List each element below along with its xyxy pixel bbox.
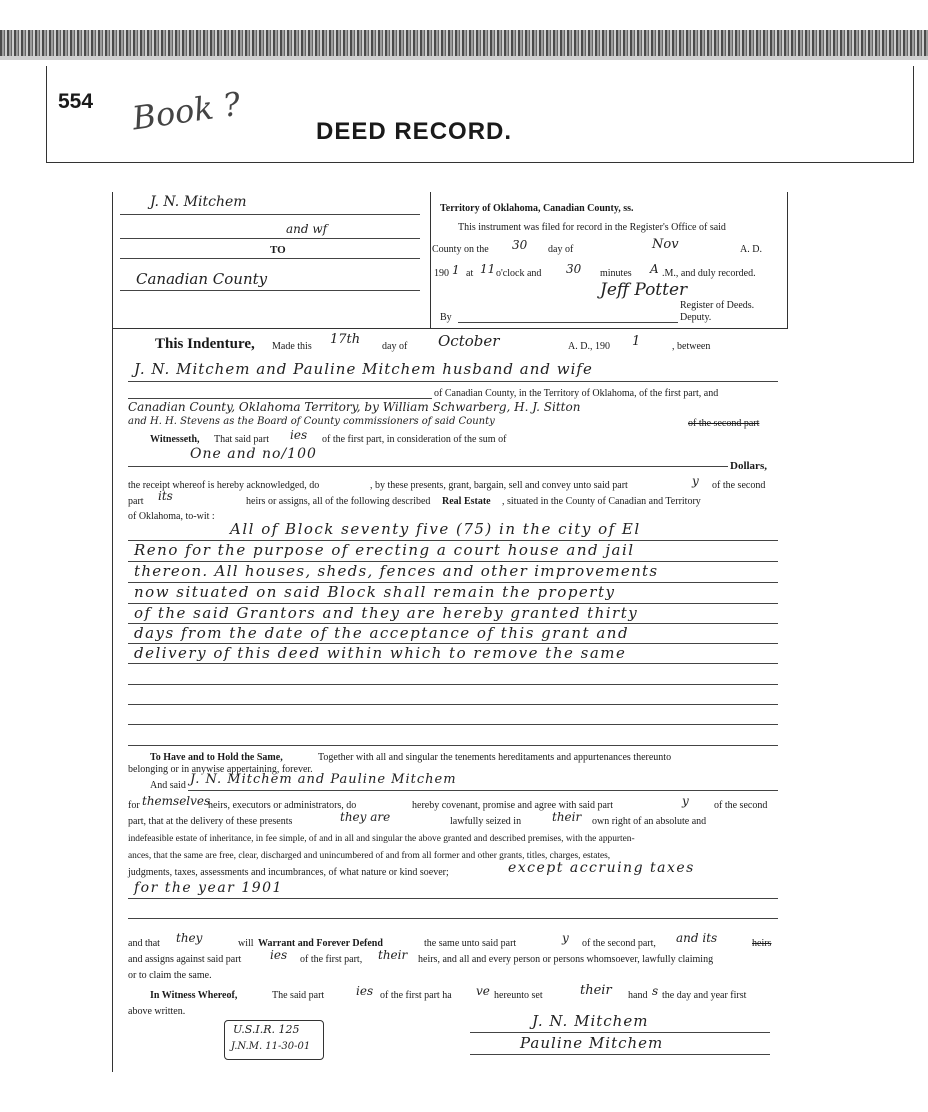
- indefeasible-text: indefeasible estate of inheritance, in fee simple, of and in all and singular the above granted and described premises, with the appurten-: [128, 834, 635, 844]
- dollars-label: Dollars,: [730, 460, 767, 472]
- page-number: 554: [58, 90, 94, 113]
- of-county-rule: [128, 398, 432, 399]
- witness-whereof-heading: In Witness Whereof,: [150, 990, 238, 1001]
- grantor-rule: [120, 214, 420, 215]
- taxes-rule-2: [128, 918, 778, 919]
- grantors-rule: [188, 790, 778, 791]
- signature-rule: [470, 1032, 770, 1033]
- or-claim-text: or to claim the same.: [128, 970, 212, 981]
- county-on-label: County on the: [432, 244, 489, 255]
- filing-year: 1: [452, 263, 460, 277]
- to-label: TO: [270, 244, 286, 256]
- description-line: of the said Grantors and they are hereby granted thirty: [134, 604, 639, 622]
- revenue-stamp: [224, 1020, 324, 1060]
- description-line: All of Block seventy five (75) in the city of El: [230, 520, 641, 538]
- and-said-label: And said: [150, 780, 186, 791]
- witness-s: s: [652, 984, 659, 998]
- habendum-grantors: J. N. Mitchem and Pauline Mitchem: [190, 772, 457, 787]
- indenture-ad: A. D., 190: [568, 341, 610, 352]
- by-label: By: [440, 312, 452, 323]
- description-line: Reno for the purpose of erecting a court house and jail: [134, 541, 635, 559]
- witness-text4: hand: [628, 990, 648, 1001]
- habendum-text1: Together with all and singular the tenements hereditaments and appurtenances thereunto: [318, 752, 672, 763]
- real-estate-label: Real Estate: [442, 496, 491, 507]
- covenant-part: y: [682, 794, 689, 808]
- covenant-of-second: of the second: [714, 800, 768, 811]
- will-label: will: [238, 938, 254, 949]
- signature-rule: [470, 1054, 770, 1055]
- warrant-they: they: [176, 931, 203, 945]
- description-line: thereon. All houses, sheds, fences and other improvements: [134, 562, 659, 580]
- register-signature: Jeff Potter: [600, 280, 688, 300]
- filing-minutes: 30: [566, 262, 582, 276]
- signature: J. N. Mitchem: [532, 1012, 649, 1030]
- form-left-border: [112, 192, 113, 1072]
- ances-text: ances, that the same are free, clear, discharged and unincumbered of and from all former and other grants, titles, charges, estates,: [128, 851, 611, 861]
- witnesseth-text1: That said part: [214, 434, 269, 445]
- witnesseth-heading: Witnesseth,: [150, 434, 200, 445]
- witness-text6: above written.: [128, 1006, 186, 1017]
- filing-day: 30: [512, 238, 528, 252]
- made-this-label: Made this: [272, 341, 312, 352]
- covenant-text: hereby covenant, promise and agree with said part: [412, 800, 614, 811]
- day-of-label: day of: [548, 244, 574, 255]
- and-assigns-text: and assigns against said part: [128, 954, 242, 965]
- filing-ampm: A: [650, 262, 659, 276]
- grantor-rule-2: [120, 238, 420, 239]
- header-rule: [46, 162, 914, 163]
- stamp-line-1: U.S.I.R. 125: [233, 1023, 300, 1036]
- witnesseth-text2: of the first part, in consideration of the sum of: [322, 434, 507, 445]
- heirs-text: heirs or assigns, all of the following described: [246, 496, 431, 507]
- taxes-rule: [128, 898, 778, 899]
- grantee-name: Canadian County: [136, 270, 268, 288]
- warrant-of-second: of the second part,: [582, 938, 656, 949]
- witness-ies: ies: [356, 984, 374, 998]
- filing-divider: [430, 192, 431, 328]
- lawfully-text: lawfully seized in: [450, 816, 522, 827]
- description-rule: [128, 643, 778, 644]
- warrant-ies: ies: [270, 948, 288, 962]
- witnesseth-parties: ies: [290, 428, 308, 442]
- grantee-rule: [120, 290, 420, 291]
- description-line: now situated on said Block shall remain the property: [134, 583, 616, 601]
- part-line-text: part, that at the delivery of these presents: [128, 816, 293, 827]
- first-parties: J. N. Mitchem and Pauline Mitchem husband and wife: [134, 360, 593, 378]
- oclock-label: o'clock and: [496, 268, 542, 279]
- scan-noise-bar: [0, 30, 928, 56]
- warrant-of-first: of the first part,: [300, 954, 363, 965]
- at-label: at: [466, 268, 474, 279]
- filing-month: Nov: [652, 237, 679, 252]
- their-handwriting: their: [552, 810, 582, 824]
- right-margin-line: [913, 66, 914, 162]
- minutes-label: minutes: [600, 268, 632, 279]
- left-margin-line: [46, 66, 47, 162]
- and-that-label: and that: [128, 938, 160, 949]
- page-title: DEED RECORD.: [316, 118, 513, 145]
- stamp-line-2: J.N.M. 11-30-01: [231, 1041, 311, 1052]
- habendum-heading: To Have and to Hold the Same,: [150, 752, 283, 763]
- own-right-text: own right of an absolute and: [592, 816, 707, 827]
- between-label: , between: [672, 341, 711, 352]
- description-rule: [128, 603, 778, 604]
- receipt-part: y: [692, 474, 699, 488]
- filing-hour: 11: [480, 262, 496, 276]
- same-unto-text: the same unto said part: [424, 938, 517, 949]
- witness-text3: hereunto set: [494, 990, 543, 1001]
- habendum-text2: belonging or in anywise appertaining, forever.: [128, 764, 313, 775]
- signature: Pauline Mitchem: [520, 1034, 664, 1052]
- amount-rule: [128, 466, 728, 467]
- themselves-handwriting: themselves: [142, 794, 211, 808]
- second-party-line2: and H. H. Stevens as the Board of County commissioners of said County: [128, 416, 495, 427]
- by-rule: [458, 322, 678, 323]
- heirs-executors-text: heirs, executors or administrators, do: [208, 800, 357, 811]
- witness-ve: ve: [476, 984, 490, 998]
- receipt-text: the receipt whereof is hereby acknowledged, do: [128, 480, 320, 491]
- judgments-text: judgments, taxes, assessments and incumbrances, of what nature or kind soever;: [128, 867, 449, 878]
- witness-their: their: [580, 983, 612, 998]
- description-rule: [128, 582, 778, 583]
- description-rule: [128, 745, 778, 746]
- description-rule: [128, 623, 778, 624]
- grantor-and: and wf: [286, 222, 328, 236]
- witness-text2: of the first part ha: [380, 990, 452, 1001]
- warrant-their: their: [378, 948, 408, 962]
- consideration-amount: One and no/100: [190, 446, 317, 462]
- filed-line: This instrument was filed for record in the Register's Office of said: [458, 222, 726, 233]
- receipt-of-second: of the second: [712, 480, 766, 491]
- indenture-month: October: [438, 332, 500, 350]
- warrant-its: and its: [676, 931, 718, 945]
- to-rule: [120, 258, 420, 259]
- receipt-text2: , by these presents, grant, bargain, sell and convey unto said part: [370, 480, 628, 491]
- grantor-name: J. N. Mitchem: [150, 194, 247, 210]
- description-rule: [128, 684, 778, 685]
- warrant-part: y: [562, 931, 569, 945]
- indenture-year: 1: [632, 334, 641, 349]
- heirs-all-text: heirs, and all and every person or persons whomsoever, lawfully claiming: [418, 954, 714, 965]
- description-rule: [128, 561, 778, 562]
- except-taxes: except accruing taxes: [508, 860, 695, 876]
- warrant-heirs: heirs: [752, 938, 772, 949]
- deputy-label: Deputy.: [680, 312, 712, 323]
- book-note: Book ?: [129, 84, 243, 138]
- description-line: days from the date of the acceptance of this grant and: [134, 624, 630, 642]
- second-part-label: of the second part: [688, 418, 760, 429]
- warrant-defend-label: Warrant and Forever Defend: [258, 938, 383, 949]
- recorded-label: .M., and duly recorded.: [662, 268, 756, 279]
- description-rule: [128, 724, 778, 725]
- territory-line: Territory of Oklahoma, Canadian County, ss.: [440, 203, 634, 214]
- indenture-heading: This Indenture,: [155, 336, 255, 352]
- description-rule: [128, 704, 778, 705]
- to-wit-text: of Oklahoma, to-wit :: [128, 511, 215, 522]
- its-handwriting: its: [158, 489, 173, 503]
- register-label: Register of Deeds.: [680, 300, 755, 311]
- witness-text1: The said part: [272, 990, 325, 1001]
- situated-text: , situated in the County of Canadian and Territory: [502, 496, 701, 507]
- filing-box-bottom: [112, 328, 788, 329]
- second-party-line1: Canadian County, Oklahoma Territory, by William Schwarberg, H. J. Sitton: [128, 400, 581, 414]
- description-rule: [128, 540, 778, 541]
- tax-year: for the year 1901: [134, 880, 283, 896]
- indenture-day-of: day of: [382, 341, 408, 352]
- year-prefix: 190: [434, 268, 449, 279]
- part-label: part: [128, 496, 144, 507]
- witness-text5: the day and year first: [662, 990, 747, 1001]
- description-line: delivery of this deed within which to remove the same: [134, 644, 627, 662]
- scan-noise-edge: [0, 56, 928, 60]
- indenture-day: 17th: [330, 332, 361, 347]
- form-right-border-top: [787, 192, 788, 328]
- description-rule: [128, 663, 778, 664]
- ad-label: A. D.: [740, 244, 762, 255]
- parties-rule: [128, 381, 778, 382]
- for-label: for: [128, 800, 140, 811]
- they-are-handwriting: they are: [340, 810, 391, 824]
- of-county-text: of Canadian County, in the Territory of Oklahoma, of the first part, and: [434, 388, 719, 399]
